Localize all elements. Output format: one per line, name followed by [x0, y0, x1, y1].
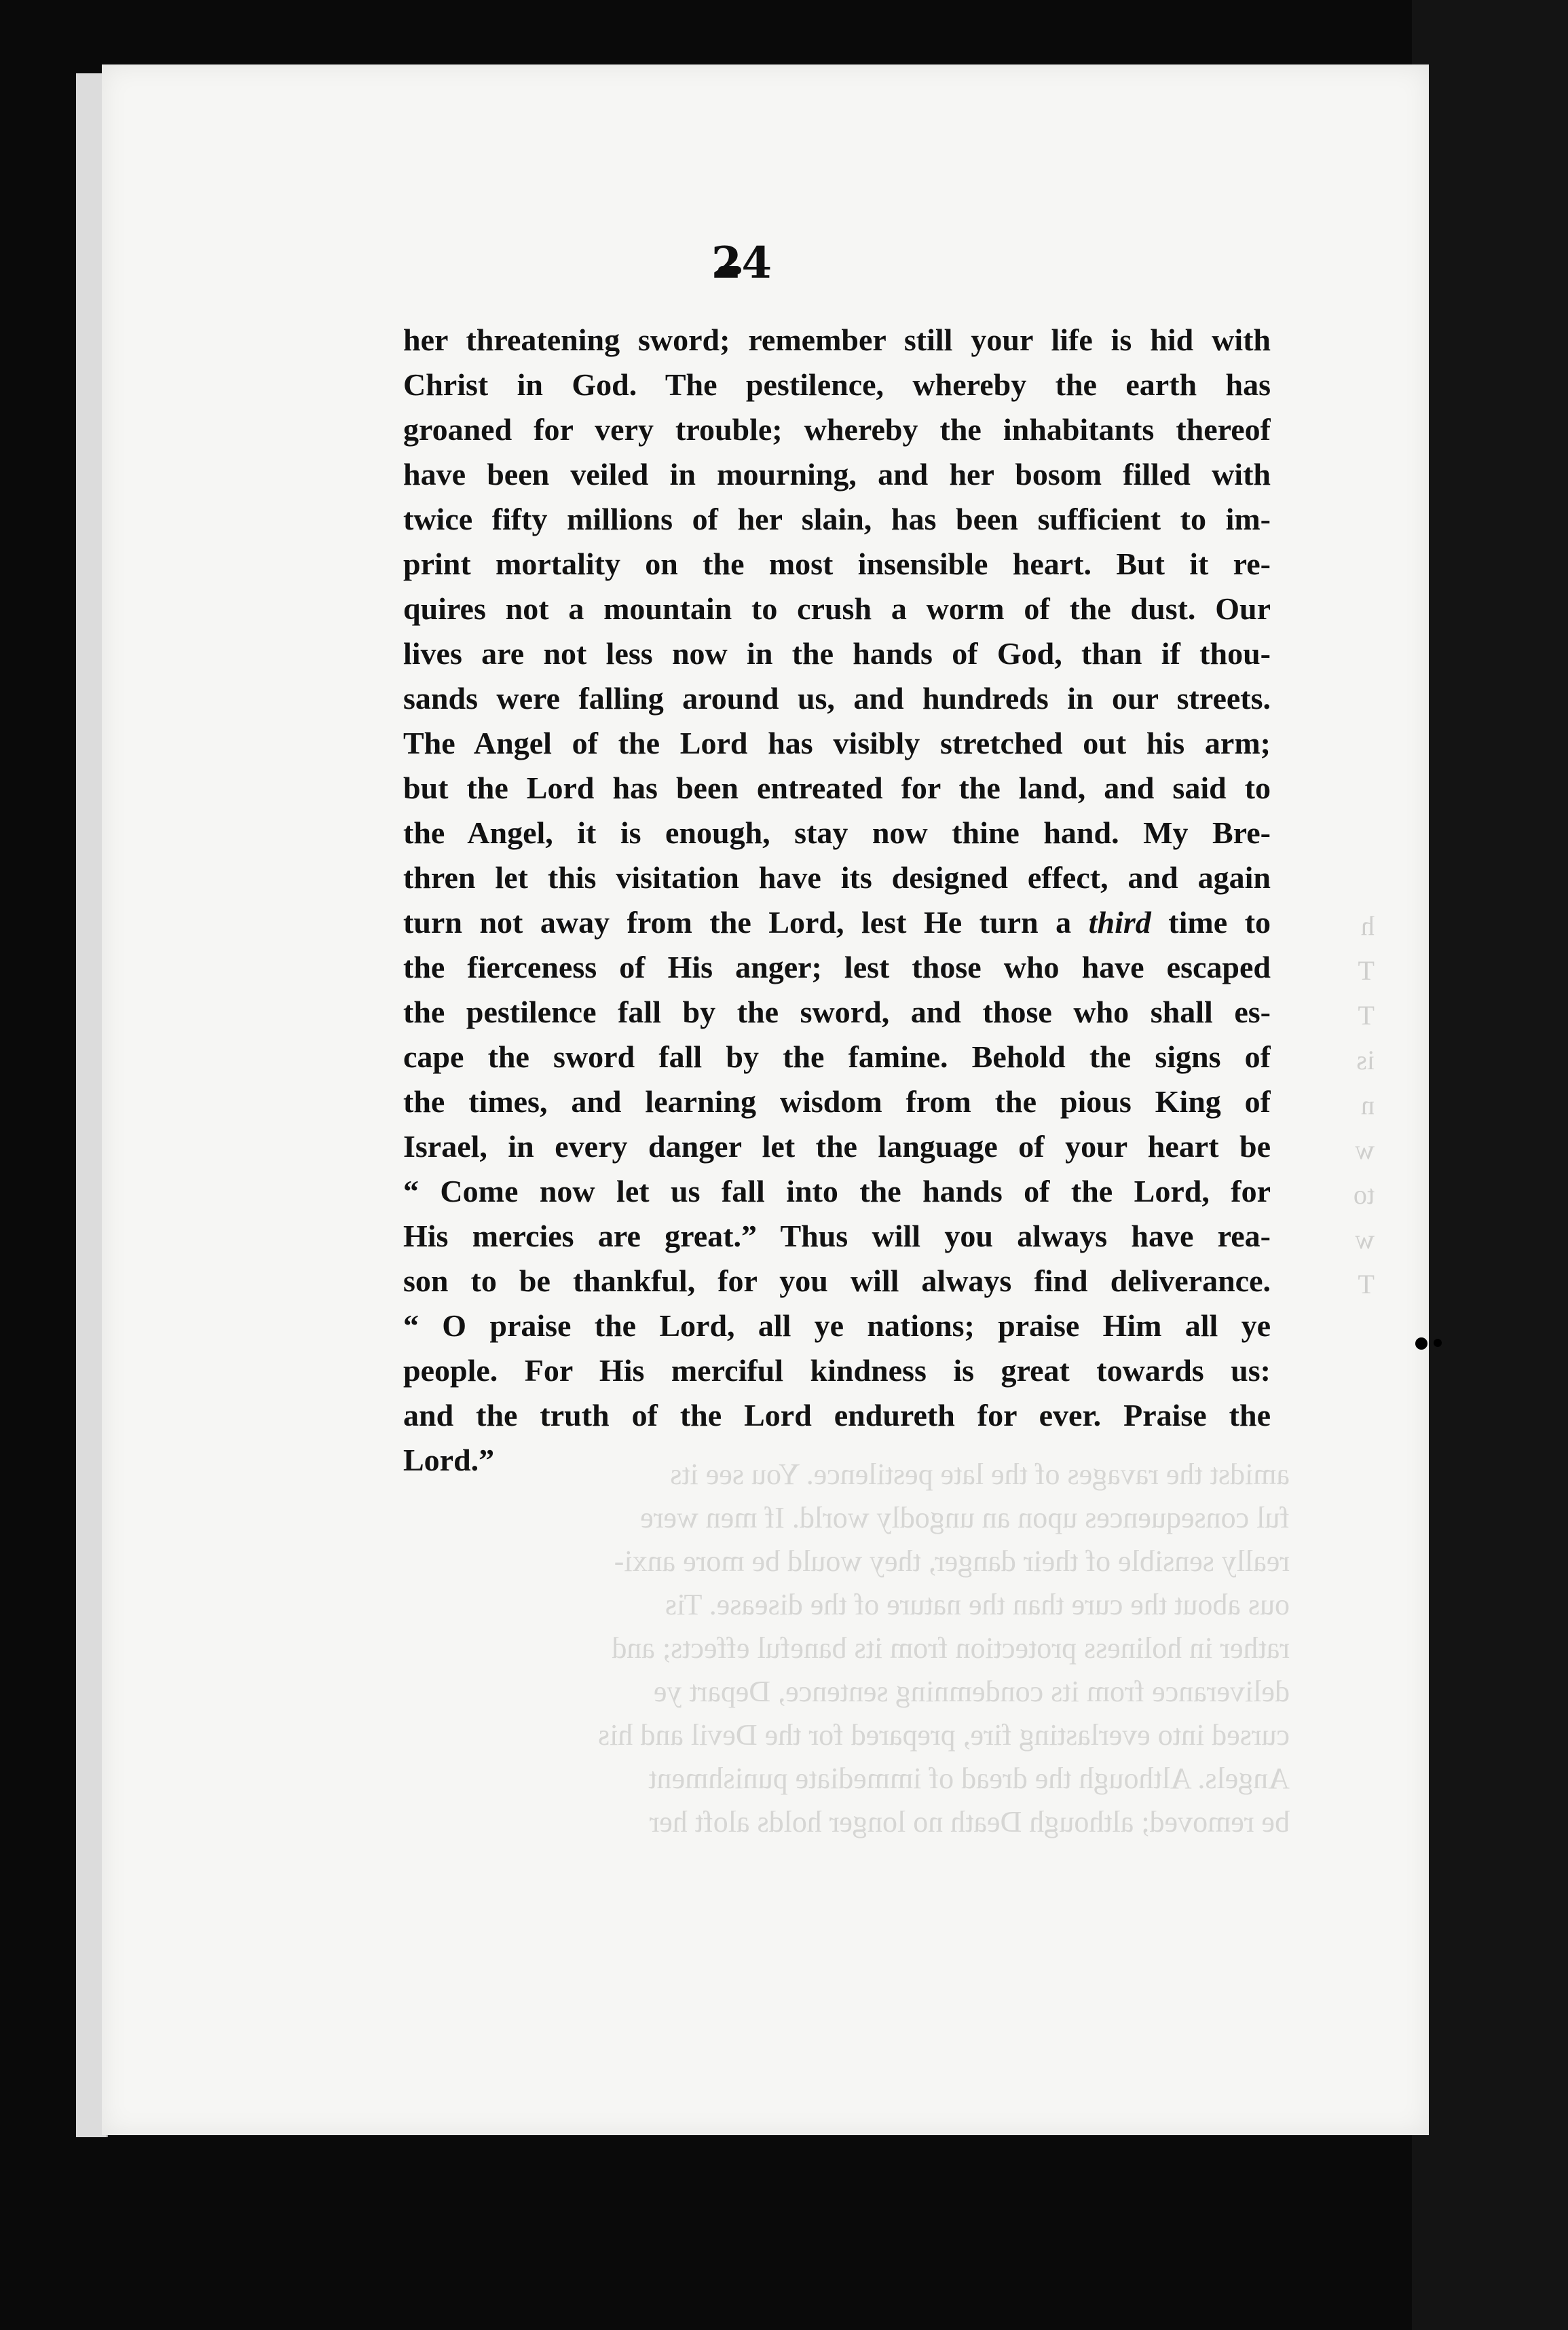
text-line: the times, and learning wisdom from the pious King of — [403, 1084, 1271, 1119]
emphasis: third — [1088, 905, 1151, 940]
text-line: and the truth of the Lord endureth for ever. Praise the — [403, 1398, 1271, 1432]
text-line: cape the sword fall by the famine. Behold the signs of — [403, 1039, 1271, 1074]
page-body-text — [403, 318, 1271, 1483]
text-line: “ O praise the Lord, all ye nations; praise Him all ye — [403, 1308, 1271, 1343]
bleed-fragment: w — [1355, 1134, 1375, 1165]
bleed-through-margin — [1293, 910, 1375, 1313]
text-line: the pestilence fall by the sword, and those who shall es- — [403, 995, 1271, 1029]
text-line: turn not away from the Lord, lest He turn a third time to — [403, 905, 1271, 940]
text-line: but the Lord has been entreated for the land, and said to — [403, 771, 1271, 805]
text-line: “ Come now let us fall into the hands of the Lord, for — [403, 1174, 1271, 1208]
bleed-line: deliverance from its condemning sentence, Depart ye — [653, 1675, 1290, 1708]
bleed-fragment: h — [1361, 910, 1375, 941]
bleed-line: be removed; although Death no longer holds aloft her — [649, 1805, 1290, 1838]
text-line: quires not a mountain to crush a worm of the dust. Our — [403, 591, 1271, 626]
bleed-line: ful consequences upon an ungodly world. If men were — [640, 1501, 1290, 1534]
bleed-fragment: n — [1361, 1090, 1375, 1120]
text-line: her threatening sword; remember still your life is hid with — [403, 322, 1271, 357]
text-line: His mercies are great.” Thus will you always have rea- — [403, 1219, 1271, 1253]
bleed-fragment: is — [1356, 1045, 1375, 1075]
bleed-fragment: T — [1358, 1000, 1375, 1031]
text-line: have been veiled in mourning, and her bosom filled with — [403, 457, 1271, 492]
page-number: 24 — [711, 238, 772, 289]
bleed-line: really sensible of their danger, they would be more anxi- — [614, 1545, 1290, 1578]
text-line: sands were falling around us, and hundreds in our streets. — [403, 681, 1271, 716]
text-line: lives are not less now in the hands of God, than if thou- — [403, 636, 1271, 671]
bleed-line: rather in holiness protection from its baneful effects; and — [612, 1631, 1290, 1665]
text-line: groaned for very trouble; whereby the inhabitants thereof — [403, 412, 1271, 447]
text-line: Christ in God. The pestilence, whereby the earth has — [403, 367, 1271, 402]
bleed-fragment: T — [1358, 1269, 1375, 1299]
text-line: Israel, in every danger let the language of your heart be — [403, 1129, 1271, 1164]
text-line: print mortality on the most insensible heart. But it re- — [403, 547, 1271, 581]
text-line: the Angel, it is enough, stay now thine hand. My Bre- — [403, 815, 1271, 850]
bleed-fragment: w — [1355, 1224, 1375, 1255]
bleed-line: Angels. Although the dread of immediate punishment — [648, 1762, 1290, 1795]
text-line: thren let this visitation have its designed effect, and again — [403, 860, 1271, 895]
text-line: the fierceness of His anger; lest those who have escaped — [403, 950, 1271, 984]
binding-hole-mark — [1434, 1339, 1442, 1347]
bleed-fragment: T — [1358, 955, 1375, 986]
bleed-line: ous about the cure than the nature of the disease. Tis — [665, 1588, 1290, 1621]
bleed-through-text — [462, 1453, 1290, 1844]
scan-right-shadow — [1412, 0, 1568, 2330]
bleed-line: cursed into everlasting fire, prepared for the Devil and his — [598, 1718, 1290, 1752]
text-line: twice fifty millions of her slain, has been sufficient to im- — [403, 502, 1271, 536]
binding-hole-mark — [1415, 1337, 1427, 1350]
text-line: Lord.” — [403, 1443, 495, 1477]
text-line: people. For His merciful kindness is great towards us: — [403, 1353, 1271, 1388]
bleed-fragment: to — [1353, 1179, 1375, 1210]
text-line: The Angel of the Lord has visibly stretched out his arm; — [403, 726, 1271, 760]
text-line: son to be thankful, for you will always find deliverance. — [403, 1263, 1271, 1298]
bleed-line: amidst the ravages of the late pestilence. You see its — [670, 1458, 1290, 1491]
